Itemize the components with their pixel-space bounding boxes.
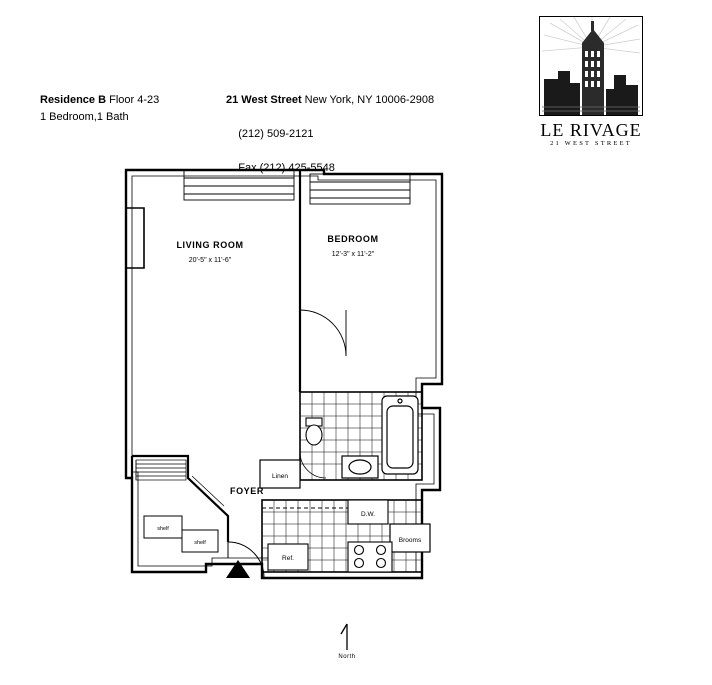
linen-label: Linen	[272, 473, 288, 480]
bedroom-dimensions: 12'-3" x 11'-2"	[331, 251, 375, 258]
building-name: 21 West Street	[226, 94, 302, 106]
residence-info	[40, 92, 159, 126]
logo-subtitle: 21 WEST STREET	[550, 140, 632, 147]
building-address-line	[226, 92, 476, 109]
foyer-label: FOYER	[229, 486, 265, 496]
bedroom-label: BEDROOM	[327, 234, 379, 244]
building-address: New York, NY 10006-2908	[304, 94, 435, 106]
fax-number: Fax (212) 425-5548	[238, 162, 335, 174]
shelf-label-2: shelf	[194, 540, 206, 546]
logo	[539, 16, 643, 152]
living-room-label: LIVING ROOM	[176, 240, 244, 250]
refrigerator-label: Ref.	[282, 555, 294, 562]
residence-line	[40, 92, 159, 109]
logo-name: LE RIVAGE	[540, 120, 642, 140]
dishwasher-label: D.W.	[360, 511, 376, 518]
logo-building-illustration-icon	[539, 16, 643, 116]
floor-label: Floor 4-23	[109, 94, 160, 106]
entry-arrow-icon	[226, 560, 250, 578]
floorplan	[110, 160, 470, 610]
living-room-dimensions: 20'-5" x 11'-6"	[188, 257, 232, 264]
residence-label: Residence B	[40, 94, 107, 106]
phone-number: (212) 509-2121	[238, 128, 314, 140]
compass	[322, 620, 372, 665]
beds-baths-label: 1 Bedroom,1 Bath	[40, 111, 129, 123]
shelf-label-1: shelf	[157, 526, 169, 532]
north-label: North	[338, 654, 356, 660]
brooms-label: Brooms	[398, 537, 422, 544]
